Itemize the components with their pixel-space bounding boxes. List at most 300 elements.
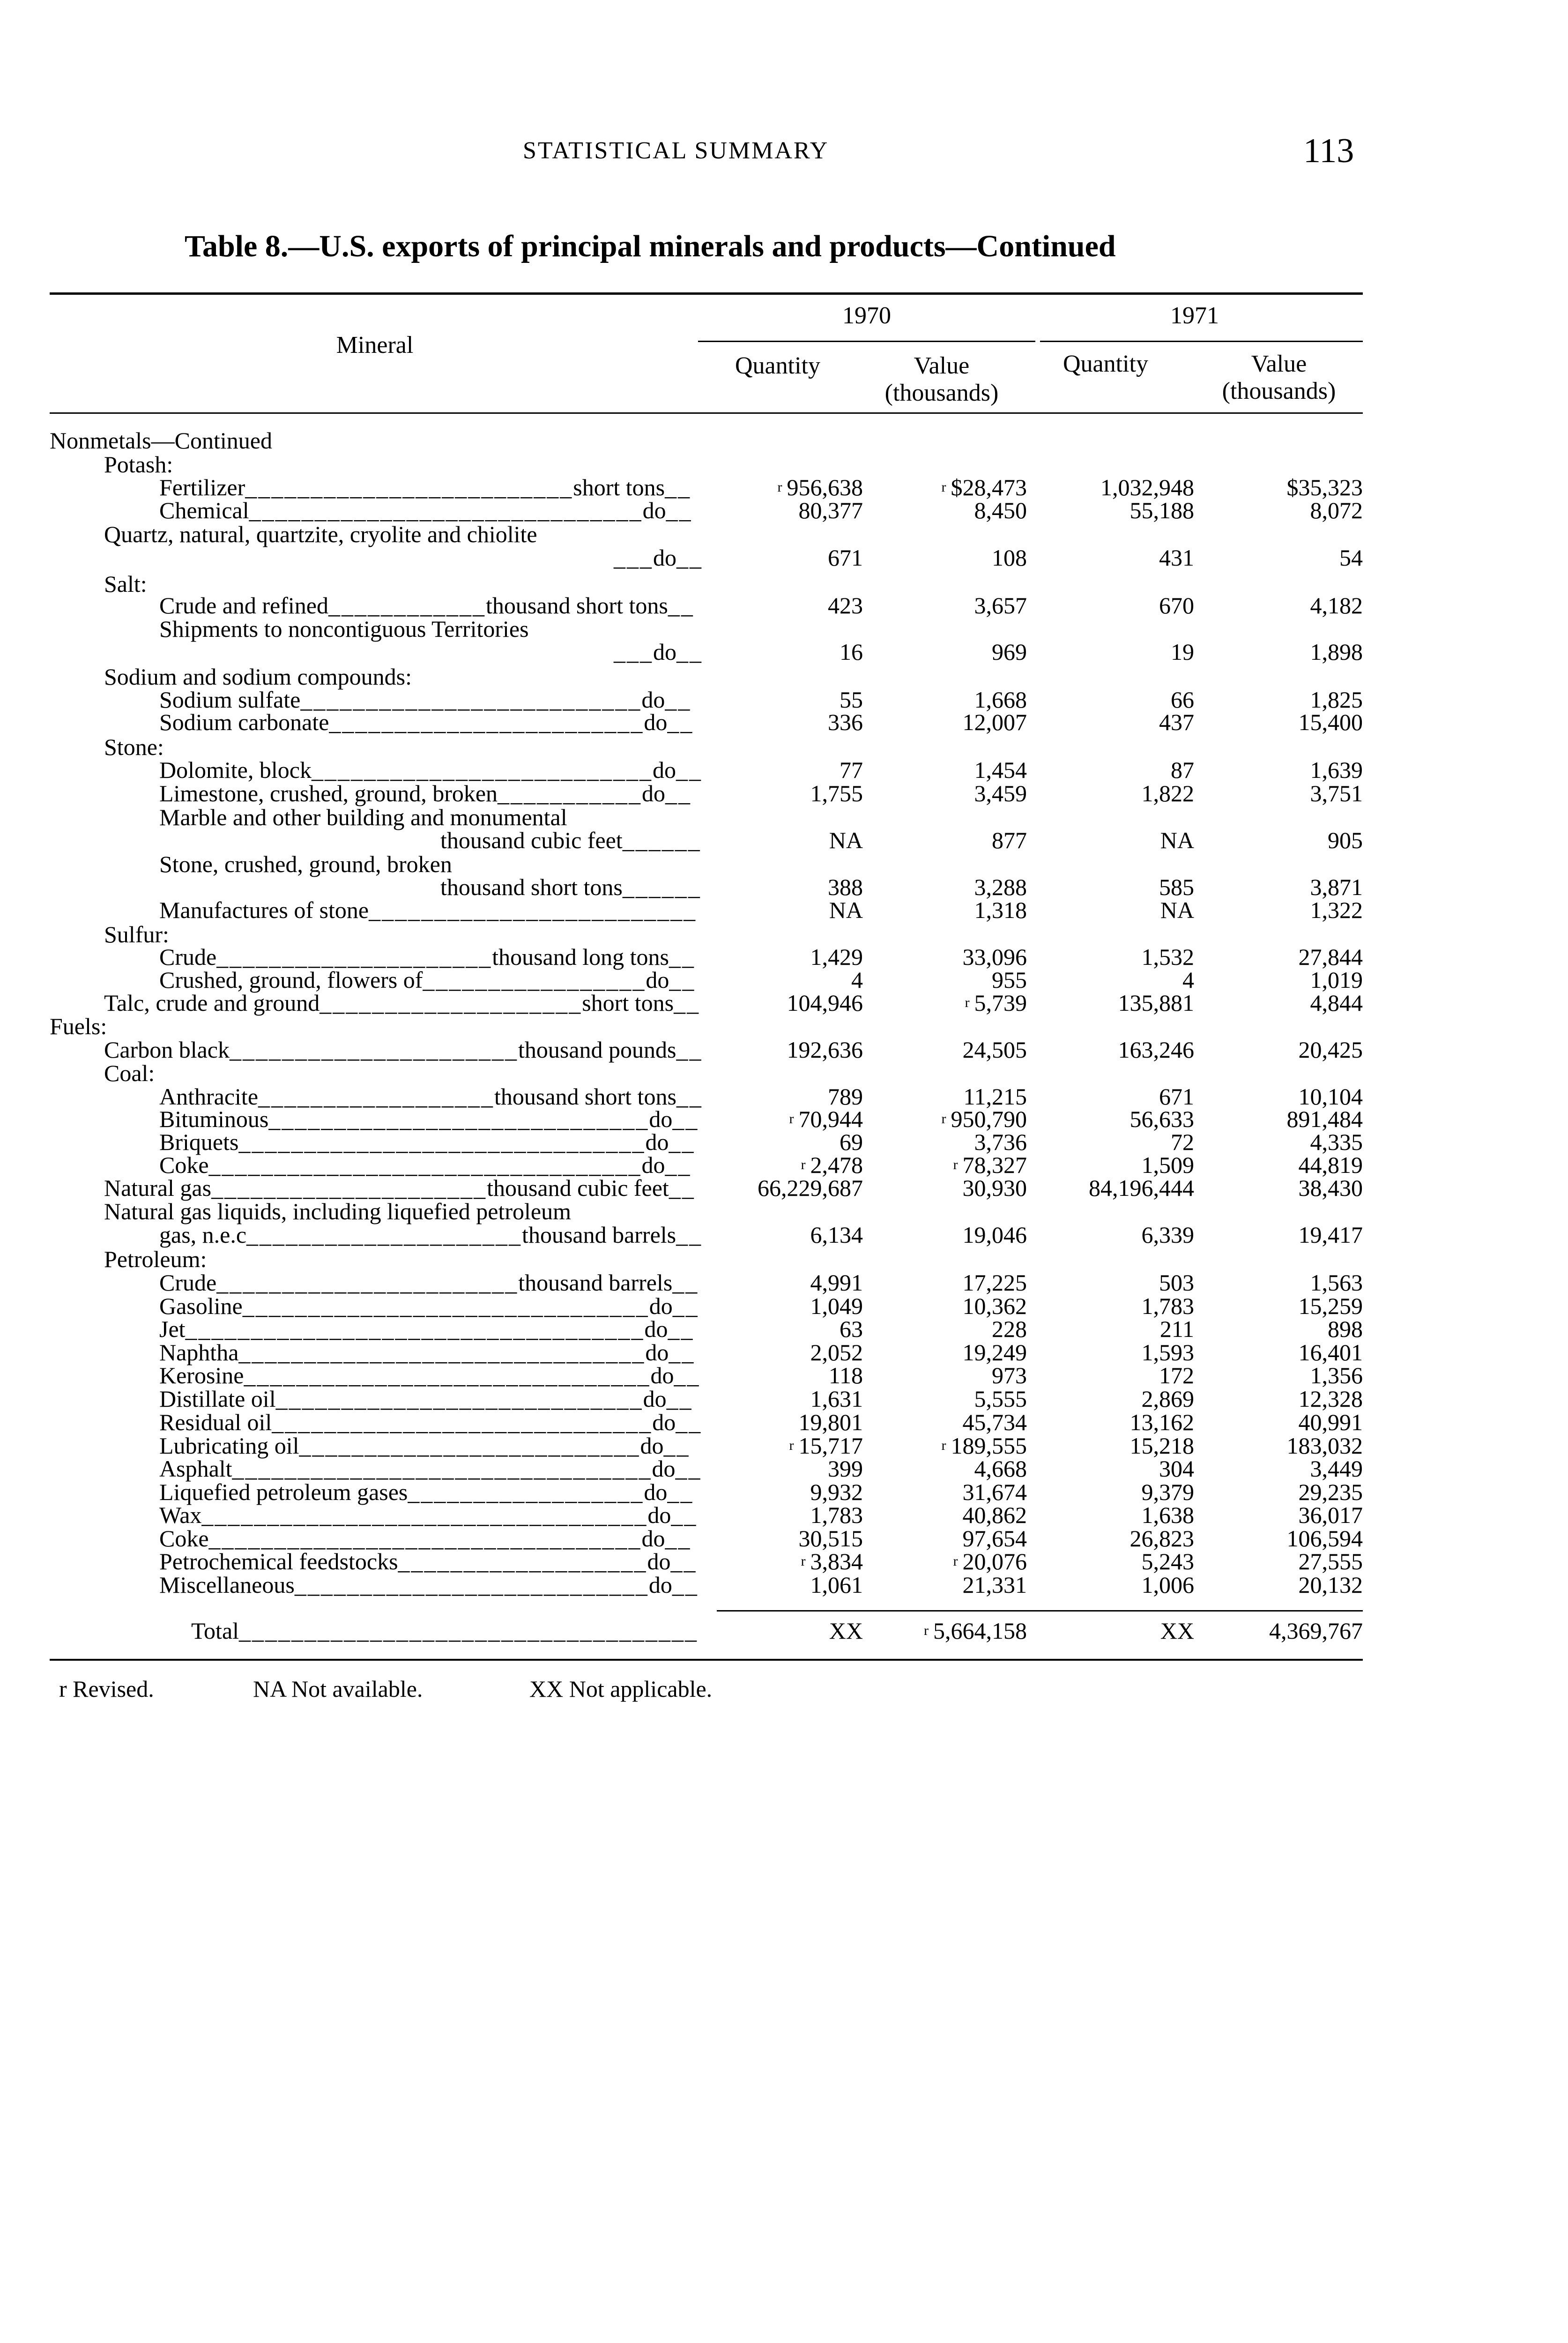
table-row (0, 1013, 1568, 1039)
cell-value: 1,322 (1310, 897, 1363, 923)
cell-number: 950,790 (951, 1106, 1027, 1132)
row-unit: do (644, 709, 668, 735)
leader-dots-tail: __ (669, 967, 696, 993)
cell-value: XX (1160, 1618, 1194, 1644)
revised-mark: r (789, 1438, 794, 1453)
row-label (159, 780, 691, 806)
cell-value (789, 1106, 863, 1132)
col-quantity-1970: Quantity (735, 352, 820, 379)
table-row (0, 874, 1568, 900)
row-unit: do (647, 1548, 671, 1574)
table-bottom-rule (50, 1659, 1363, 1661)
row-unit: do (644, 1316, 668, 1342)
cell-value: 16,401 (1298, 1339, 1363, 1366)
row-label-text: Sulfur: (104, 921, 169, 948)
row-label-text: Crushed, ground, flowers of (159, 967, 423, 993)
row-label (440, 827, 701, 853)
leader-dots-tail: __ (675, 1455, 702, 1482)
table-row (0, 521, 1568, 547)
leader-dots: __________________________ (311, 757, 653, 783)
leader-dots: _______________________________ (242, 1293, 649, 1319)
leader-dots: ___________________________________ (185, 1316, 645, 1342)
cell-value: 21,331 (962, 1572, 1027, 1598)
table-row (0, 639, 1568, 665)
row-unit: do (642, 780, 666, 806)
cell-number: 2,478 (810, 1152, 863, 1178)
cell-value: 671 (828, 545, 863, 571)
row-unit: do (641, 1152, 665, 1178)
table-row (0, 1269, 1568, 1296)
leader-dots: _________________________ (245, 474, 573, 500)
cell-value: 87 (1171, 757, 1194, 783)
year-1970: 1970 (842, 302, 891, 329)
leader-dots: __________________________________ (201, 1502, 648, 1528)
table-row (0, 1175, 1568, 1201)
total-top-rule (717, 1610, 1363, 1612)
cell-value: 172 (1159, 1362, 1194, 1388)
cell-value: 8,072 (1310, 497, 1363, 523)
cell-value: 72 (1171, 1129, 1194, 1155)
leader-dots: _____________________ (216, 944, 492, 970)
row-unit: do (652, 757, 676, 783)
cell-value: 670 (1159, 592, 1194, 619)
row-unit: do (649, 1106, 673, 1132)
cell-value: 19 (1171, 639, 1194, 665)
leader-dots-tail: __ (676, 545, 703, 571)
cell-value: 1,429 (810, 944, 863, 970)
cell-value: 6,134 (810, 1222, 863, 1248)
cell-value: 19,417 (1298, 1222, 1363, 1248)
col-value-1971 (1190, 351, 1368, 405)
row-label (159, 592, 694, 619)
leader-dots: _______________________________ (238, 1339, 646, 1366)
table-row (0, 1479, 1568, 1505)
table-row (0, 1246, 1568, 1272)
row-label (159, 804, 567, 830)
row-unit: do (653, 545, 676, 571)
row-label (159, 897, 697, 923)
leader-dots: ________________________ (329, 709, 644, 735)
cell-value: NA (829, 827, 863, 853)
cell-value: 898 (1328, 1316, 1363, 1342)
leader-dots: _____________________ (246, 1222, 522, 1248)
table-row (0, 827, 1568, 853)
cell-value: 8,450 (974, 497, 1027, 523)
col-value-1970-line2: (thousands) (884, 380, 999, 406)
row-label-text: Asphalt (159, 1455, 232, 1482)
row-label (159, 1548, 697, 1574)
leader-dots: ____________________________ (275, 1386, 643, 1412)
table-row (0, 944, 1568, 970)
row-label-text: Petroleum: (104, 1246, 207, 1272)
row-label (104, 1246, 207, 1272)
cell-value: 877 (992, 827, 1027, 853)
cell-value (924, 1618, 1027, 1644)
row-label-text: Stone: (104, 734, 164, 760)
cell-value (942, 474, 1027, 500)
cell-value: 585 (1159, 874, 1194, 900)
row-unit: do (650, 1362, 674, 1388)
row-label-text: Residual oil (159, 1409, 272, 1435)
cell-value: 1,668 (974, 686, 1027, 713)
header-rule-1971 (1040, 341, 1363, 342)
leader-dots: ____ (622, 827, 675, 853)
leader-dots-tail: __ (672, 1269, 699, 1296)
cell-value: 4,991 (810, 1269, 863, 1296)
cell-value: 211 (1159, 1316, 1194, 1342)
row-label-text: Bituminous (159, 1106, 269, 1132)
cell-value: 388 (828, 874, 863, 900)
leader-dots: ____ (622, 874, 675, 900)
cell-number: 15,717 (798, 1433, 863, 1459)
row-label-text: Wax (159, 1502, 202, 1528)
cell-value: 1,631 (810, 1386, 863, 1412)
cell-value: 19,801 (798, 1409, 863, 1435)
cell-value: 9,379 (1141, 1479, 1194, 1505)
row-label-text: Fuels: (50, 1013, 107, 1039)
cell-value: 969 (992, 639, 1027, 665)
cell-value: 31,674 (962, 1479, 1027, 1505)
cell-value: 27,555 (1298, 1548, 1363, 1574)
cell-value: 2,052 (810, 1339, 863, 1366)
table-row (0, 1293, 1568, 1319)
cell-value: 40,862 (962, 1502, 1027, 1528)
table-row (0, 757, 1568, 783)
table-row (0, 616, 1568, 642)
cell-value: 973 (992, 1362, 1027, 1388)
row-label (159, 1386, 693, 1412)
cell-value: 30,515 (798, 1525, 863, 1552)
cell-value (789, 1433, 863, 1459)
cell-value: 1,755 (810, 780, 863, 806)
cell-value: 15,218 (1130, 1433, 1194, 1459)
leader-dots-tail: __ (676, 639, 703, 665)
cell-value: 1,032,948 (1100, 474, 1194, 500)
row-unit: thousand barrels (522, 1222, 676, 1248)
cell-value: 20,132 (1298, 1572, 1363, 1598)
cell-number: 78,327 (962, 1152, 1027, 1178)
row-label (159, 1129, 695, 1155)
table-row (0, 1618, 1568, 1644)
table-row (0, 1525, 1568, 1552)
table-title: Table 8.—U.S. exports of principal minerals and products—Continued (185, 229, 1116, 263)
table-row (0, 1316, 1568, 1342)
row-label-text: Coke (159, 1525, 209, 1552)
row-label-text: Carbon black (104, 1037, 230, 1063)
cell-value: 5,555 (974, 1386, 1027, 1412)
cell-value: 1,638 (1141, 1502, 1194, 1528)
row-label-text: Salt: (104, 571, 147, 597)
cell-number: 70,944 (798, 1106, 863, 1132)
row-label-text: Miscellaneous (159, 1572, 295, 1598)
row-label-text: Sodium sulfate (159, 686, 301, 713)
row-label-text: Crude (159, 1269, 217, 1296)
cell-value: 4,335 (1310, 1129, 1363, 1155)
table-row (0, 1106, 1568, 1132)
cell-value: NA (1160, 827, 1194, 853)
cell-value (942, 1433, 1027, 1459)
table-row (0, 709, 1568, 735)
row-unit: do (649, 1293, 673, 1319)
leader-dots-tail: __ (668, 1316, 694, 1342)
cell-value: 26,823 (1130, 1525, 1194, 1552)
leader-dots-tail: __ (674, 1362, 700, 1388)
table-row (0, 664, 1568, 690)
header-rule-1970 (698, 341, 1035, 342)
cell-value: 228 (992, 1316, 1027, 1342)
row-label (159, 1479, 693, 1505)
cell-number: 3,834 (810, 1548, 863, 1574)
leader-dots-tail: __ (672, 1572, 699, 1598)
leader-dots: _______________________________ (238, 1129, 646, 1155)
row-label-text: Petrochemical feedstocks (159, 1548, 398, 1574)
revised-mark: r (801, 1157, 806, 1172)
cell-value: 1,639 (1310, 757, 1363, 783)
cell-value: 336 (828, 709, 863, 735)
row-unit: do (641, 1525, 665, 1552)
row-label-text: Dolomite, block (159, 757, 312, 783)
row-unit: do (648, 1572, 672, 1598)
cell-value (942, 1106, 1027, 1132)
row-label (104, 521, 537, 547)
revised-mark: r (941, 479, 946, 495)
revised-mark: r (953, 1157, 958, 1172)
leader-dots: __________________ (258, 1083, 495, 1110)
table-row (0, 1152, 1568, 1178)
table-row (0, 967, 1568, 993)
row-unit: do (646, 967, 669, 993)
row-label-text: Kerosine (159, 1362, 244, 1388)
cell-number: 5,739 (974, 990, 1027, 1016)
cell-value: 24,505 (962, 1037, 1027, 1063)
row-label-text: Crude and refined (159, 592, 328, 619)
leader-dots-tail: __ (676, 1409, 702, 1435)
row-label-text: Chemical (159, 497, 249, 523)
table-row (0, 545, 1568, 571)
cell-value: 36,017 (1298, 1502, 1363, 1528)
cell-value: 4,369,767 (1269, 1618, 1363, 1644)
revised-mark: r (789, 1111, 794, 1127)
cell-value: 4 (1182, 967, 1194, 993)
leader-dots: _________________________________ (239, 1618, 672, 1644)
cell-value: 1,356 (1310, 1362, 1363, 1388)
leader-dots-tail: __ (672, 1618, 699, 1644)
cell-number: 956,638 (787, 474, 863, 500)
row-label (191, 1618, 698, 1644)
leader-dots: _______________________ (216, 1269, 519, 1296)
cell-value: 16 (840, 639, 863, 665)
row-label (104, 1060, 155, 1086)
leader-dots: _____________________________ (272, 1409, 653, 1435)
row-label (159, 1316, 694, 1342)
row-label-text: Naphtha (159, 1339, 239, 1366)
cell-value: 1,006 (1141, 1572, 1194, 1598)
table-row (0, 1198, 1568, 1224)
row-label-text: Nonmetals—Continued (50, 427, 272, 454)
table-row (0, 1548, 1568, 1574)
cell-number: 5,664,158 (933, 1618, 1027, 1644)
row-label (159, 757, 702, 783)
cell-number: 189,555 (951, 1433, 1027, 1459)
table-row (0, 1433, 1568, 1459)
row-label (104, 990, 700, 1016)
row-label (614, 639, 703, 665)
row-label-text: thousand cubic feet (440, 827, 623, 853)
footnote-xx: XX Not applicable. (529, 1676, 713, 1702)
leader-dots: ______________________________ (249, 497, 643, 523)
cell-value: 27,844 (1298, 944, 1363, 970)
row-label (159, 1409, 702, 1435)
cell-value: 84,196,444 (1089, 1175, 1194, 1201)
cell-value: 55,188 (1130, 497, 1194, 523)
footnote-na: NA Not available. (253, 1676, 423, 1702)
row-label (104, 664, 412, 690)
row-label-text: Limestone, crushed, ground, broken (159, 780, 498, 806)
cell-value: 66 (1171, 686, 1194, 713)
cell-value: 56,633 (1130, 1106, 1194, 1132)
row-unit: do (647, 1502, 671, 1528)
table-row (0, 1455, 1568, 1482)
col-value-1971-line1: Value (1251, 351, 1307, 377)
cell-value: 1,822 (1141, 780, 1194, 806)
table-row (0, 990, 1568, 1016)
row-label (159, 1106, 699, 1132)
leader-dots-tail: __ (669, 1129, 695, 1155)
year-1971: 1971 (1170, 302, 1219, 329)
row-label (50, 427, 272, 454)
page-number: 113 (1303, 132, 1354, 170)
table-row (0, 592, 1568, 619)
cell-value: 423 (828, 592, 863, 619)
leader-dots-tail: __ (665, 1525, 691, 1552)
cell-value: 10,104 (1298, 1083, 1363, 1110)
cell-value: 905 (1328, 827, 1363, 853)
table-row (0, 780, 1568, 806)
cell-value (801, 1152, 863, 1178)
cell-value: XX (829, 1618, 863, 1644)
cell-value: 6,339 (1141, 1222, 1194, 1248)
table-top-rule (50, 292, 1363, 295)
row-unit: do (652, 1409, 676, 1435)
row-label-text: Anthracite (159, 1083, 259, 1110)
cell-value: 4,668 (974, 1455, 1027, 1482)
row-unit: do (642, 497, 666, 523)
cell-value: 1,049 (810, 1293, 863, 1319)
cell-value: 3,657 (974, 592, 1027, 619)
row-label (104, 1037, 702, 1063)
cell-value: 431 (1159, 545, 1194, 571)
cell-value: 955 (992, 967, 1027, 993)
col-value-1970-line1: Value (914, 352, 970, 379)
table-row (0, 1572, 1568, 1598)
cell-value: 11,215 (963, 1083, 1027, 1110)
cell-value: 97,654 (962, 1525, 1027, 1552)
row-label (159, 1222, 702, 1248)
cell-value: 12,328 (1298, 1386, 1363, 1412)
revised-mark: r (941, 1438, 946, 1453)
row-unit: thousand short tons (494, 1083, 676, 1110)
row-label-text: Coke (159, 1152, 209, 1178)
row-label-text: Potash: (104, 451, 173, 478)
row-label (104, 734, 164, 760)
revised-mark: r (965, 995, 970, 1010)
table-row (0, 1339, 1568, 1366)
cell-value: 69 (840, 1129, 863, 1155)
row-unit: thousand cubic feet (487, 1175, 669, 1201)
cell-value: 1,783 (1141, 1293, 1194, 1319)
cell-value: 19,249 (962, 1339, 1027, 1366)
row-unit: do (644, 1479, 668, 1505)
cell-value: 3,871 (1310, 874, 1363, 900)
cell-value: 80,377 (798, 497, 863, 523)
row-label-text: Marble and other building and monumental (159, 804, 567, 830)
col-quantity-1971: Quantity (1063, 351, 1148, 377)
cell-value: 20,425 (1298, 1037, 1363, 1063)
cell-value (801, 1548, 863, 1574)
leader-dots: __________________ (408, 1479, 644, 1505)
leader-dots-tail: __ (676, 1037, 703, 1063)
row-label (50, 1013, 107, 1039)
leader-dots-tail: __ (666, 497, 692, 523)
leader-dots: ____________ (328, 592, 486, 619)
leader-dots-tail: __ (665, 1152, 691, 1178)
cell-value: 118 (828, 1362, 863, 1388)
row-label (104, 1198, 571, 1224)
row-label-text: gas, n.e.c (159, 1222, 247, 1248)
row-label-text: Manufactures of stone (159, 897, 369, 923)
row-label-text: Sodium and sodium compounds: (104, 664, 412, 690)
row-label-text: Briquets (159, 1129, 239, 1155)
row-label (614, 545, 703, 571)
leader-dots-tail: __ (670, 897, 697, 923)
cell-value: 789 (828, 1083, 863, 1110)
row-label-text: Crude (159, 944, 217, 970)
row-label-text: Fertilizer (159, 474, 245, 500)
cell-value: 9,932 (810, 1479, 863, 1505)
cell-value: 1,061 (810, 1572, 863, 1598)
table-row (0, 1037, 1568, 1063)
cell-value: 3,459 (974, 780, 1027, 806)
leader-dots-tail: __ (675, 827, 701, 853)
cell-value: 163,246 (1118, 1037, 1194, 1063)
row-unit: thousand pounds (518, 1037, 676, 1063)
cell-value: 38,430 (1298, 1175, 1363, 1201)
cell-value: 437 (1159, 709, 1194, 735)
row-label-text: thousand short tons (440, 874, 623, 900)
leader-dots-tail: __ (665, 780, 692, 806)
row-label (104, 1175, 695, 1201)
row-unit: short tons (582, 990, 674, 1016)
revised-mark: r (924, 1623, 929, 1638)
cell-value: 2,869 (1141, 1386, 1194, 1412)
row-label-text: Jet (159, 1316, 186, 1342)
cell-value: 135,881 (1118, 990, 1194, 1016)
cell-value: 1,509 (1141, 1152, 1194, 1178)
leader-dots-tail: __ (676, 1083, 703, 1110)
leader-dots: _______________________________ (244, 1362, 651, 1388)
cell-value: 45,734 (962, 1409, 1027, 1435)
leader-dots: ___________________________ (294, 1572, 649, 1598)
cell-value: 55 (840, 686, 863, 713)
leader-dots: _________________________________ (208, 1525, 642, 1552)
leader-dots: ______________________ (229, 1037, 518, 1063)
cell-value: 503 (1159, 1269, 1194, 1296)
row-label (159, 1455, 702, 1482)
table-row (0, 1222, 1568, 1248)
leader-dots: ___________________ (398, 1548, 647, 1574)
table-row (0, 497, 1568, 523)
running-head-title: STATISTICAL SUMMARY (523, 137, 829, 164)
